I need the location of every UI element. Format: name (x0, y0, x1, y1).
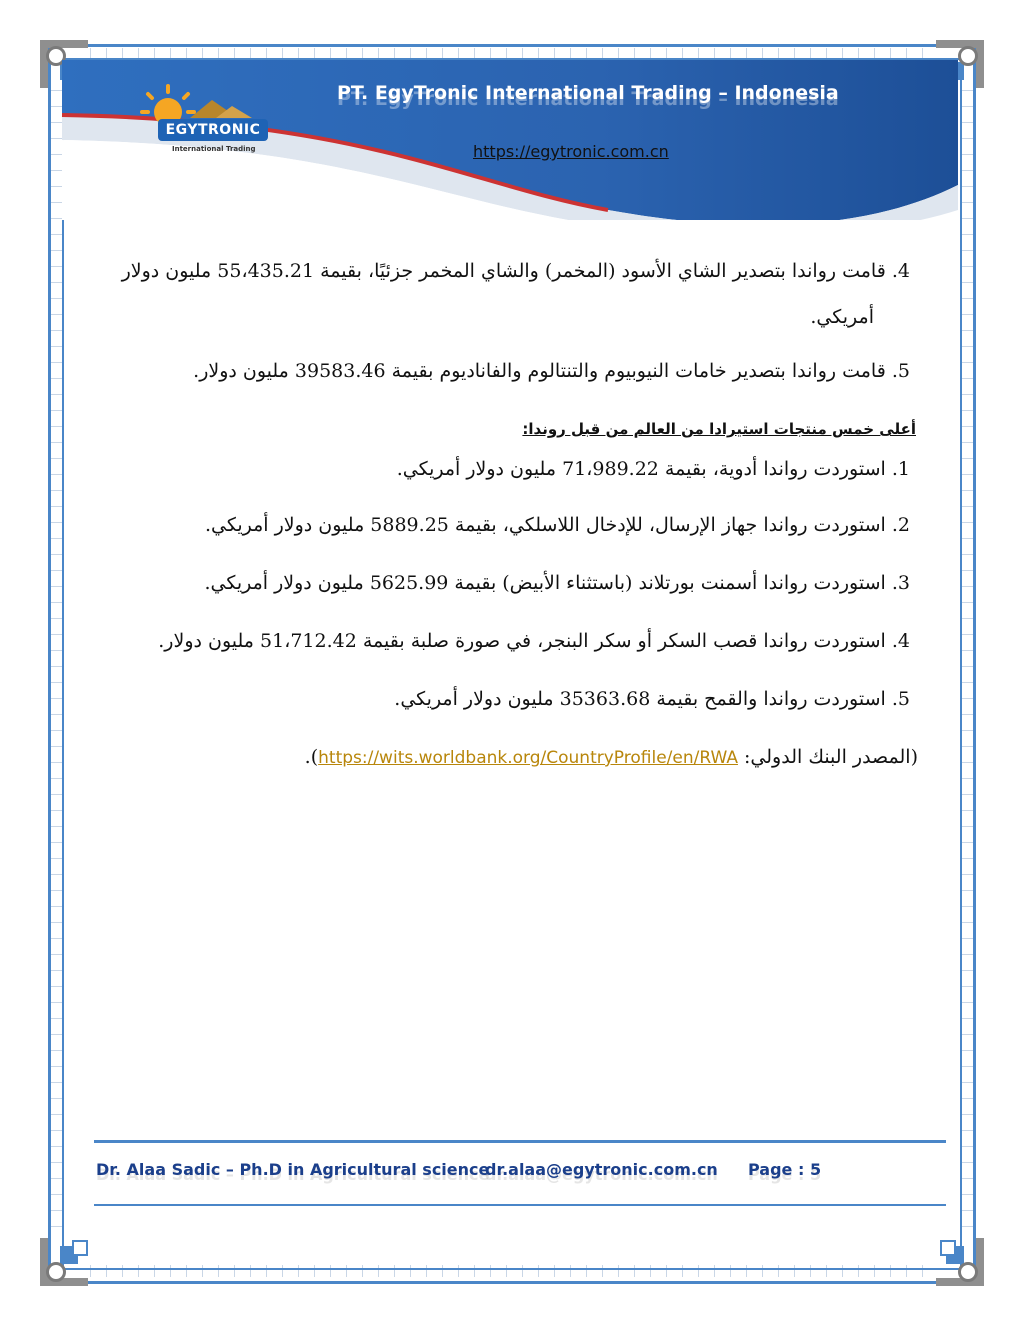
import-item-1: 1. استوردت رواندا أدوية، بقيمة 71،989.22 مليون دولار أمريكي. (396, 458, 910, 480)
import-item-5: 5. استوردت رواندا والقمح بقيمة 35363.68 مليون دولار أمريكي. (394, 688, 910, 710)
footer-email[interactable]: dr.alaa@egytronic.com.cn (485, 1160, 718, 1179)
import-item-2: 2. استوردت رواندا جهاز الإرسال، للإدخال اللاسلكي، بقيمة 5889.25 مليون دولار أمريكي. (204, 514, 910, 536)
company-name: PT. EgyTronic International Trading – Indonesia (337, 82, 839, 104)
export-item-4: 4. قامت رواندا بتصدير الشاي الأسود (المخمر) والشاي المخمر جزئيًا، بقيمة 55،435.21 مليون دولار (121, 260, 910, 282)
footer-page-number: Page : 5 (748, 1160, 822, 1179)
page-border-inner (62, 58, 962, 1270)
footer-rule-bottom (94, 1204, 946, 1206)
source-citation: (المصدر البنك الدولي: https://wits.worldbank.org/CountryProfile/en/RWA). (304, 746, 918, 768)
export-item-5: 5. قامت رواندا بتصدير خامات النيوبيوم والتنتالوم والفاناديوم بقيمة 39583.46 مليون دولار. (193, 360, 910, 382)
website-link[interactable]: https://egytronic.com.cn (473, 142, 669, 161)
corner-ornament-bottom-left (40, 1238, 88, 1286)
footer-author: Dr. Alaa Sadic – Ph.D in Agricultural science (96, 1160, 490, 1179)
logo-wordmark: EGYTRONIC (158, 119, 268, 141)
source-link[interactable]: https://wits.worldbank.org/CountryProfile/en/RWA (318, 748, 738, 768)
import-item-4: 4. استوردت رواندا قصب السكر أو سكر البنجر، في صورة صلبة بقيمة 51،712.42 مليون دولار. (158, 630, 910, 652)
corner-ornament-bottom-right (936, 1238, 984, 1286)
import-item-3: 3. استوردت رواندا أسمنت بورتلاند (باستثناء الأبيض) بقيمة 5625.99 مليون دولار أمريكي. (204, 572, 910, 594)
imports-heading: أعلى خمس منتجات استيرادا من العالم من قبل روندا: (522, 420, 916, 438)
logo-subtitle: International Trading (172, 145, 256, 153)
footer-rule-top (94, 1140, 946, 1143)
export-item-4-continued: أمريكي. (810, 306, 874, 328)
